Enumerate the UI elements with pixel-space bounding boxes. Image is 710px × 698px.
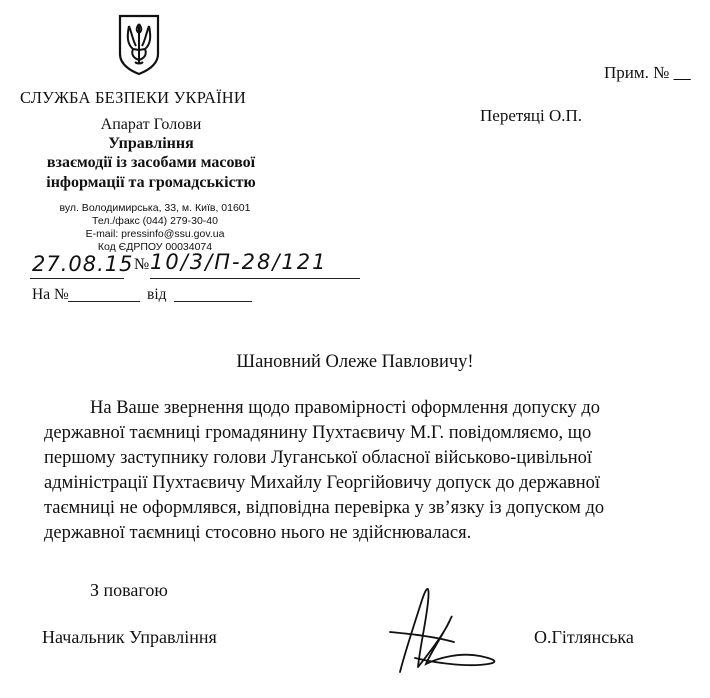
reference-number-line — [68, 301, 140, 302]
body-line: таємниці не оформлявся, відповідна перевірка у зв’язку із допуском до — [44, 498, 605, 518]
registration-number-sign: № — [134, 256, 150, 273]
contact-phone: Тел./факс (044) 279-30-40 — [92, 215, 218, 227]
prim-number — [604, 63, 691, 83]
registration-date-line — [30, 278, 124, 279]
body-line: адміністрації Пухтаєвичу Михайлу Георгійовичу допуск до державної — [44, 473, 601, 493]
contact-address: вул. Володимирська, 33, м. Київ, 01601 — [59, 202, 251, 214]
reference-date-line — [174, 301, 252, 302]
department-line-2: Управління — [108, 135, 194, 152]
addressee: Перетяці О.П. — [480, 106, 583, 125]
signer-position: Начальник Управління — [42, 627, 217, 647]
reference-date-label: від — [147, 286, 167, 303]
registration-number-line — [150, 278, 360, 279]
body-line: першому заступнику голови Луганської обласної військово-цивільної — [44, 448, 592, 468]
prim-label: Прим. № — [604, 63, 670, 82]
prim-number-blank: __ — [673, 63, 691, 82]
organization-name: СЛУЖБА БЕЗПЕКИ УКРАЇНИ — [20, 88, 247, 107]
contact-edrpou: Код ЄДРПОУ 00034074 — [97, 241, 213, 253]
body-line: державної таємниці стосовно нього не здійснювалася. — [44, 523, 472, 543]
reference-number-label: На № — [32, 286, 69, 303]
handwritten-signature-icon — [360, 572, 510, 686]
body-line: На Ваше звернення щодо правомірності оформлення допуску до — [90, 398, 600, 418]
signer-name: О.Гітлянська — [534, 627, 634, 647]
department-line-1: Апарат Голови — [100, 116, 202, 133]
salutation: Шановний Олеже Павловичу! — [236, 352, 474, 372]
body-line: державної таємниці громадянину Пухтаєвичу М.Г. повідомляємо, що — [44, 423, 592, 443]
department-line-4: інформації та громадськістю — [46, 174, 256, 191]
contact-email: E-mail: pressinfo@ssu.gov.ua — [85, 228, 225, 240]
closing-regards: З повагою — [90, 580, 168, 600]
trident-emblem-icon — [117, 14, 161, 76]
registration-date: 27.08.15 — [32, 252, 134, 276]
department-line-3: взаємодії із засобами масової — [46, 154, 256, 171]
registration-number: 10/3/П-28/121 — [150, 250, 328, 274]
letter-body — [44, 396, 664, 546]
